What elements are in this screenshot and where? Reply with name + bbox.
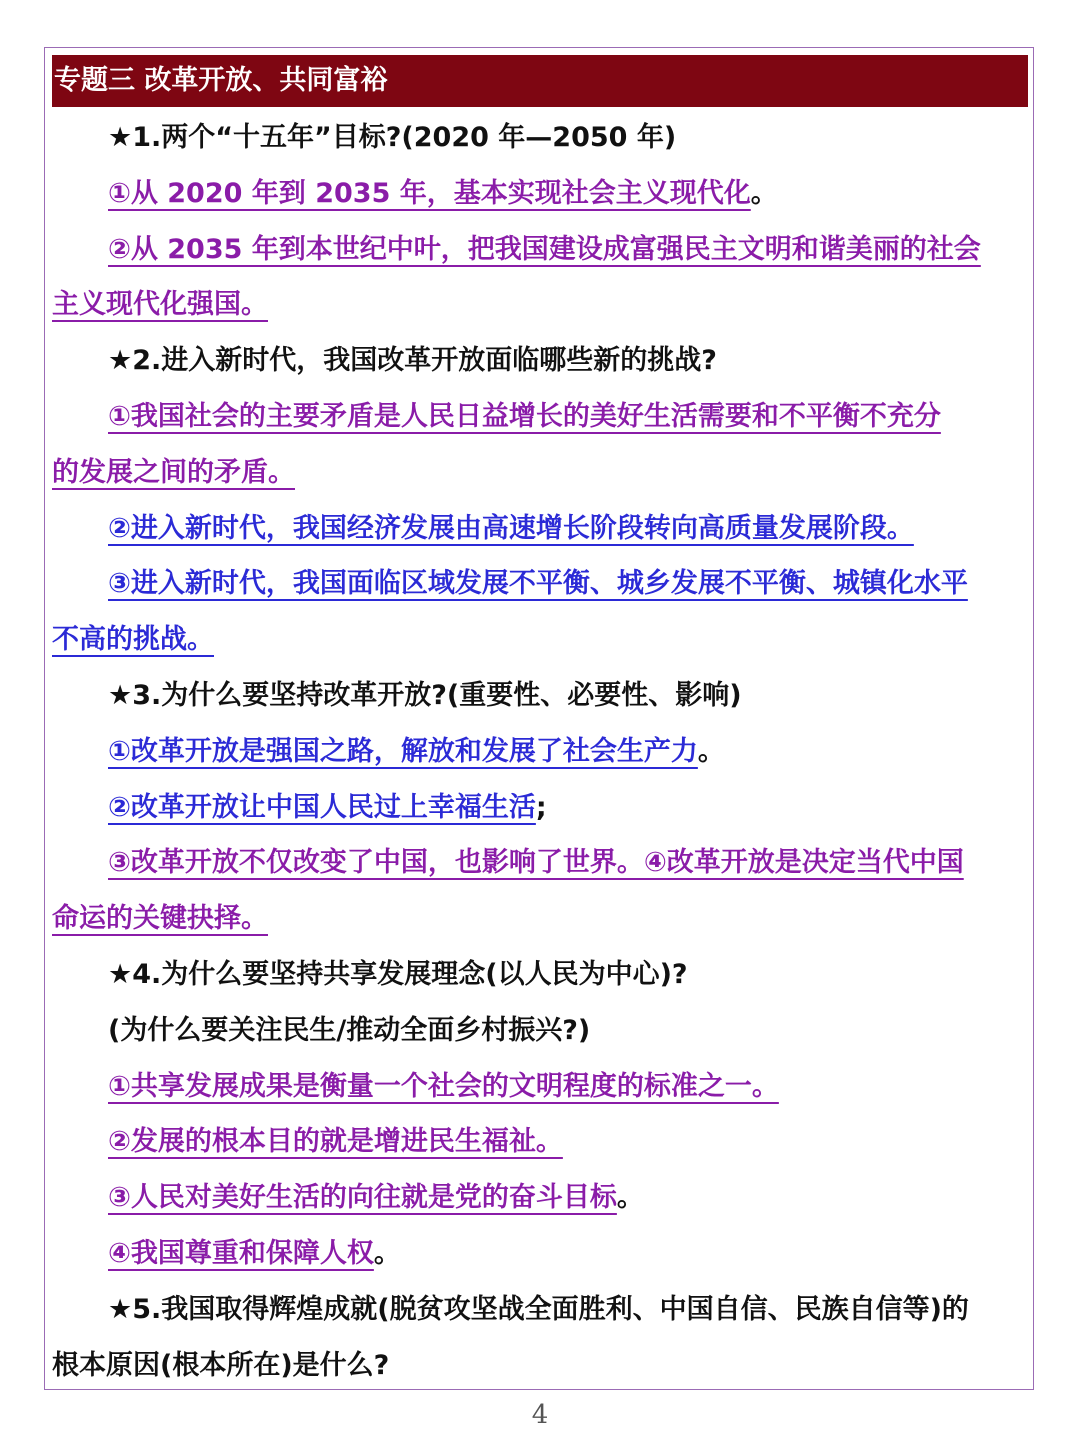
answer-line <box>52 1114 1032 1170</box>
answer-line <box>52 389 1032 445</box>
question-text: 根本原因(根本所在)是什么? <box>52 1349 390 1381</box>
answer-text: 不高的挑战。 <box>52 624 214 656</box>
question-line <box>52 110 1032 166</box>
answer-line <box>52 1170 1032 1226</box>
answer-text: 命运的关键抉择。 <box>52 903 268 935</box>
section-header: 专题三 改革开放、共同富裕 <box>52 55 1028 107</box>
answer-text: ①从 2020 年到 2035 年，基本实现社会主义现代化 <box>108 177 751 209</box>
answer-line <box>52 891 1032 947</box>
answer-text: ③改革开放不仅改变了中国，也影响了世界。④改革开放是决定当代中国 <box>108 847 964 879</box>
question-text: ★1.两个“十五年”目标?(2020 年—2050 年) <box>108 122 677 153</box>
answer-line <box>52 556 1032 612</box>
page-number: 4 <box>531 1400 549 1430</box>
answer-line <box>52 612 1032 668</box>
question-line <box>52 1338 1032 1394</box>
answer-line <box>52 835 1032 891</box>
punctuation: 。 <box>750 177 778 209</box>
punctuation: ; <box>535 791 547 823</box>
content-body <box>52 110 1032 1393</box>
answer-line <box>52 445 1032 501</box>
question-text: ★5.我国取得辉煌成就(脱贫攻坚战全面胜利、中国自信、民族自信等)的 <box>108 1293 969 1325</box>
answer-text: ③进入新时代，我国面临区域发展不平衡、城乡发展不平衡、城镇化水平 <box>108 568 968 600</box>
answer-line <box>52 277 1032 333</box>
question-line <box>52 668 1032 724</box>
question-text: ★3.为什么要坚持改革开放?(重要性、必要性、影响) <box>108 679 742 711</box>
answer-line <box>52 780 1032 836</box>
answer-text: ④我国尊重和保障人权 <box>108 1237 374 1269</box>
question-line <box>52 1282 1032 1338</box>
question-text: ★4.为什么要坚持共享发展理念(以人民为中心)? <box>108 958 688 990</box>
punctuation: 。 <box>697 735 725 767</box>
answer-line <box>52 166 1032 222</box>
answer-line <box>52 501 1032 557</box>
answer-text: ②进入新时代，我国经济发展由高速增长阶段转向高质量发展阶段。 <box>108 512 914 544</box>
answer-text: ②改革开放让中国人民过上幸福生活 <box>108 791 536 823</box>
answer-line <box>52 1226 1032 1282</box>
answer-text: ①共享发展成果是衡量一个社会的文明程度的标准之一。 <box>108 1070 779 1102</box>
question-text: (为什么要关注民生/推动全面乡村振兴?) <box>108 1014 591 1046</box>
question-line <box>52 333 1032 389</box>
answer-text: ②从 2035 年到本世纪中叶，把我国建设成富强民主文明和谐美丽的社会 <box>108 233 981 265</box>
answer-text: ②发展的根本目的就是增进民生福祉。 <box>108 1126 563 1158</box>
answer-line <box>52 1059 1032 1115</box>
answer-line <box>52 222 1032 278</box>
punctuation: 。 <box>373 1237 401 1269</box>
answer-text: ①我国社会的主要矛盾是人民日益增长的美好生活需要和不平衡不充分 <box>108 400 941 432</box>
question-line <box>52 947 1032 1003</box>
question-text: ★2.进入新时代，我国改革开放面临哪些新的挑战? <box>108 345 717 377</box>
question-line <box>52 1003 1032 1059</box>
answer-text: ③人民对美好生活的向往就是党的奋斗目标 <box>108 1182 617 1214</box>
answer-line <box>52 724 1032 780</box>
answer-text: 主义现代化强国。 <box>52 289 268 321</box>
answer-text: 的发展之间的矛盾。 <box>52 456 295 488</box>
answer-text: ①改革开放是强国之路，解放和发展了社会生产力 <box>108 735 698 767</box>
punctuation: 。 <box>616 1182 644 1214</box>
